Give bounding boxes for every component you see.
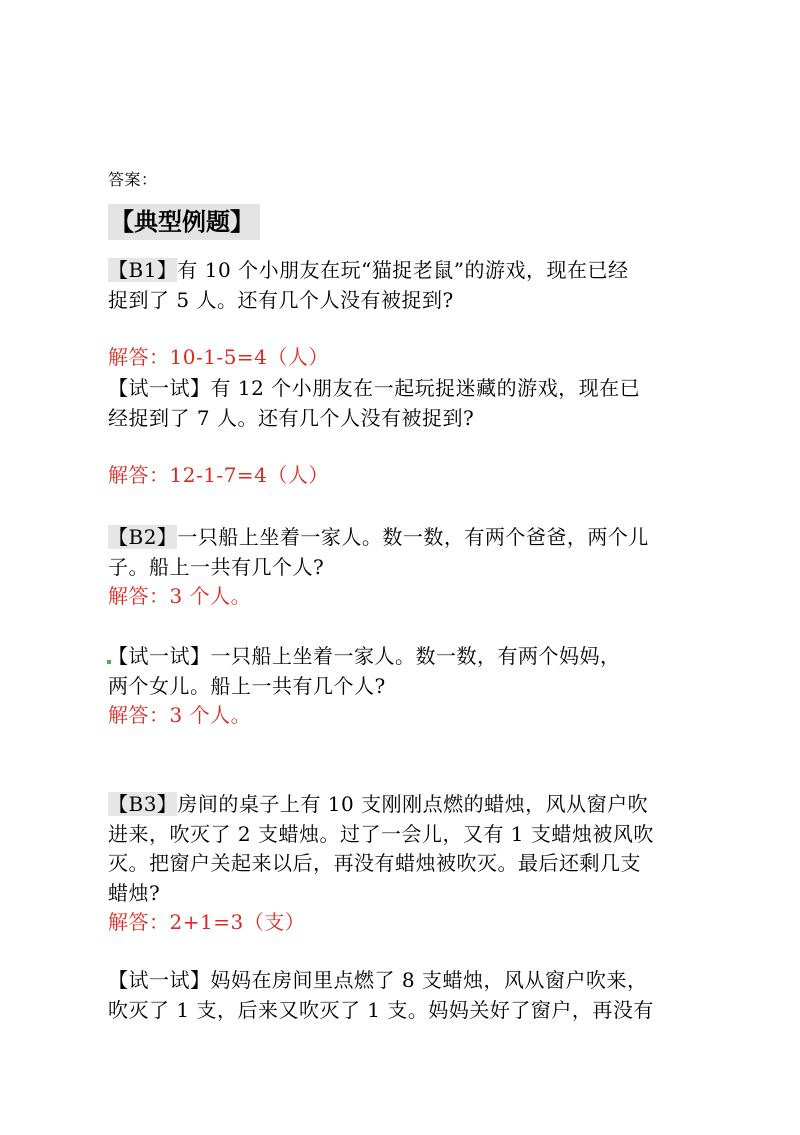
b1-question xyxy=(108,256,629,284)
b3-try-label: 【试一试】 xyxy=(108,968,211,992)
b3-question-line3: 灭。把窗户关起来以后，再没有蜡烛被吹灭。最后还剩几支 xyxy=(108,851,641,875)
section-title: 【典型例题】 xyxy=(108,204,260,240)
b3-try-question-line1: 妈妈在房间里点燃了 8 支蜡烛，风从窗户吹来， xyxy=(210,968,648,992)
b1-question-line1: 有 10 个小朋友在玩“猫捉老鼠”的游戏，现在已经 xyxy=(177,258,629,282)
b3-question-line1: 房间的桌子上有 10 支刚刚点燃的蜡烛，风从窗户吹 xyxy=(177,792,649,816)
b1-try-question xyxy=(108,374,640,402)
b3-question xyxy=(108,790,648,818)
b2-try-question-line1: 一只船上坐着一家人。数一数，有两个妈妈， xyxy=(210,644,621,668)
b3-try-question-line2: 吹灭了 1 支，后来又吹灭了 1 支。妈妈关好了窗户，再没有 xyxy=(108,998,654,1022)
b3-try-question xyxy=(108,966,647,994)
b1-question-line2: 捉到了 5 人。还有几个人没有被捉到? xyxy=(108,288,454,312)
b3-answer: 解答：2+1=3（支） xyxy=(108,910,306,934)
b2-try-answer: 解答：3 个人。 xyxy=(108,703,252,727)
b2-question-line2: 子。船上一共有几个人? xyxy=(108,555,325,579)
b1-try-answer: 解答：12-1-7=4（人） xyxy=(108,463,329,487)
b2-try-label: 【试一试】 xyxy=(108,644,211,668)
b3-label: 【B3】 xyxy=(108,792,178,816)
b2-try-question-line2: 两个女儿。船上一共有几个人? xyxy=(108,674,386,698)
b1-try-label: 【试一试】 xyxy=(108,376,211,400)
b2-try-question xyxy=(108,642,621,670)
b1-label: 【B1】 xyxy=(108,258,178,282)
b2-question xyxy=(108,523,649,551)
b3-question-line4: 蜡烛? xyxy=(108,881,161,905)
b2-answer: 解答：3 个人。 xyxy=(108,584,252,608)
b2-label: 【B2】 xyxy=(108,525,178,549)
b2-question-line1: 一只船上坐着一家人。数一数，有两个爸爸，两个儿 xyxy=(177,525,649,549)
b1-answer: 解答：10-1-5=4（人） xyxy=(108,345,329,369)
answer-heading: 答案： xyxy=(108,170,158,189)
b3-question-line2: 进来，吹灭了 2 支蜡烛。过了一会儿，又有 1 支蜡烛被风吹 xyxy=(108,822,654,846)
b1-try-question-line1: 有 12 个小朋友在一起玩捉迷藏的游戏，现在已 xyxy=(210,376,641,400)
b1-try-question-line2: 经捉到了 7 人。还有几个人没有被捉到? xyxy=(108,406,475,430)
